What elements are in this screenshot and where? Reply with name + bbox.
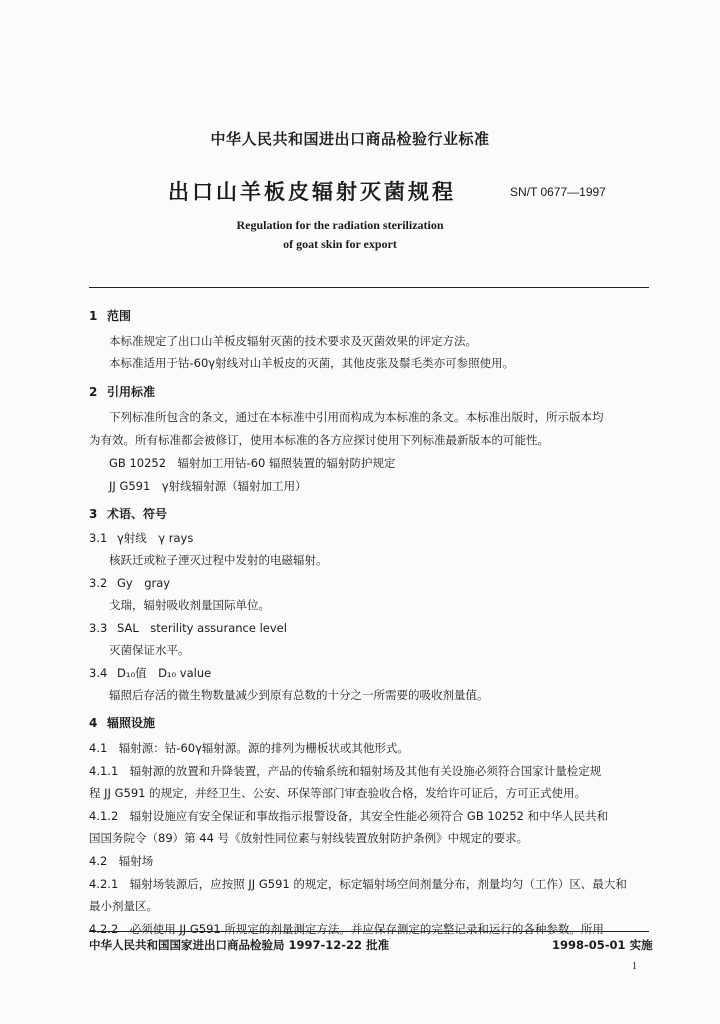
term-3-2: 3.2 Gy gray <box>89 576 171 590</box>
term-3-4: 3.4 D₁₀值 D₁₀ value <box>89 666 212 680</box>
term-definition: 核跃迁或粒子湮灭过程中发射的电磁辐射。 <box>109 553 328 567</box>
section-title: 术语、符号 <box>107 507 168 521</box>
clause-4-2-2: 4.2.2 必须使用 JJ G591 所规定的剂量测定方法。并应保存测定的完整记录和运行的各种参数。所用 <box>89 922 604 936</box>
clause-4-2-1: 4.2.1 辐射场装源后，应按照 JJ G591 的规定，标定辐射场空间剂量分布，剂量均匀（工作）区、最大和 <box>89 877 627 891</box>
clause-4-1-2: 4.1.2 辐射设施应有安全保证和事故指示报警设备，其安全性能必须符合 GB 10252 和中华人民共和 <box>89 809 609 823</box>
term-definition: 辐照后存活的微生物数量减少到原有总数的十分之一所需要的吸收剂量值。 <box>109 688 489 702</box>
clause-4-1-1: 4.1.1 辐射源的放置和升降装置，产品的传输系统和辐射场及其他有关设施必须符合国家计量检定规 <box>89 764 602 778</box>
paragraph: 下列标准所包含的条文，通过在本标准中引用而构成为本标准的条文。本标准出版时，所示版本均 <box>109 410 604 424</box>
clause-4-1-1-cont: 程 JJ G591 的规定，并经卫生、公安、环保等部门审查验收合格，发给许可证后，方可正式使用。 <box>89 786 587 800</box>
paragraph: 本标准规定了出口山羊板皮辐射灭菌的技术要求及灭菌效果的评定方法。 <box>109 334 477 348</box>
paragraph: 为有效。所有标准都会被修订，使用本标准的各方应探讨使用下列标准最新版本的可能性。 <box>89 433 549 447</box>
term-definition: 灭菌保证水平。 <box>109 643 190 657</box>
section-number: 4 <box>89 716 98 730</box>
footer-divider <box>89 931 649 932</box>
section-2-heading <box>89 383 155 400</box>
section-title: 辐照设施 <box>107 716 156 730</box>
term-3-1: 3.1 γ射线 γ rays <box>89 531 194 545</box>
section-number: 1 <box>89 309 98 323</box>
paragraph: 本标准适用于钴-60γ射线对山羊板皮的灭菌，其他皮张及鬃毛类亦可参照使用。 <box>109 356 515 370</box>
document-title: 出口山羊板皮辐射灭菌规程 <box>168 180 456 204</box>
section-number: 3 <box>89 507 98 521</box>
page-number: 1 <box>632 961 637 972</box>
issuing-body-title: 中华人民共和国进出口商品检验行业标准 <box>210 130 490 148</box>
section-1-heading <box>89 307 131 324</box>
section-4-heading <box>89 714 155 731</box>
approval-statement: 中华人民共和国国家进出口商品检验局 1997-12-22 批准 <box>89 938 390 952</box>
section-3-heading <box>89 505 167 522</box>
clause-4-2-1-cont: 最小剂量区。 <box>89 899 158 913</box>
section-title: 引用标准 <box>107 385 156 399</box>
effective-date: 1998-05-01 实施 <box>552 938 653 952</box>
clause-4-1-2-cont: 国国务院令（89）第 44 号《放射性同位素与射线装置放射防护条例》中规定的要求。 <box>89 831 529 845</box>
english-title-line-2: of goat skin for export <box>283 237 397 251</box>
section-title: 范围 <box>107 309 132 323</box>
term-3-3: 3.3 SAL sterility assurance level <box>89 621 287 635</box>
section-number: 2 <box>89 385 98 399</box>
english-title-line-1: Regulation for the radiation sterilization <box>236 218 444 232</box>
reference-item: JJ G591 γ射线辐射源（辐射加工用） <box>109 479 307 493</box>
header-divider <box>89 287 649 288</box>
term-definition: 戈瑞，辐射吸收剂量国际单位。 <box>109 598 270 612</box>
standard-code: SN/T 0677—1997 <box>510 185 606 199</box>
clause-4-2: 4.2 辐射场 <box>89 854 154 868</box>
clause-4-1: 4.1 辐射源：钴-60γ辐射源。源的排列为栅板状或其他形式。 <box>89 741 409 755</box>
reference-item: GB 10252 辐射加工用钴-60 辐照装置的辐射防护规定 <box>109 456 396 470</box>
